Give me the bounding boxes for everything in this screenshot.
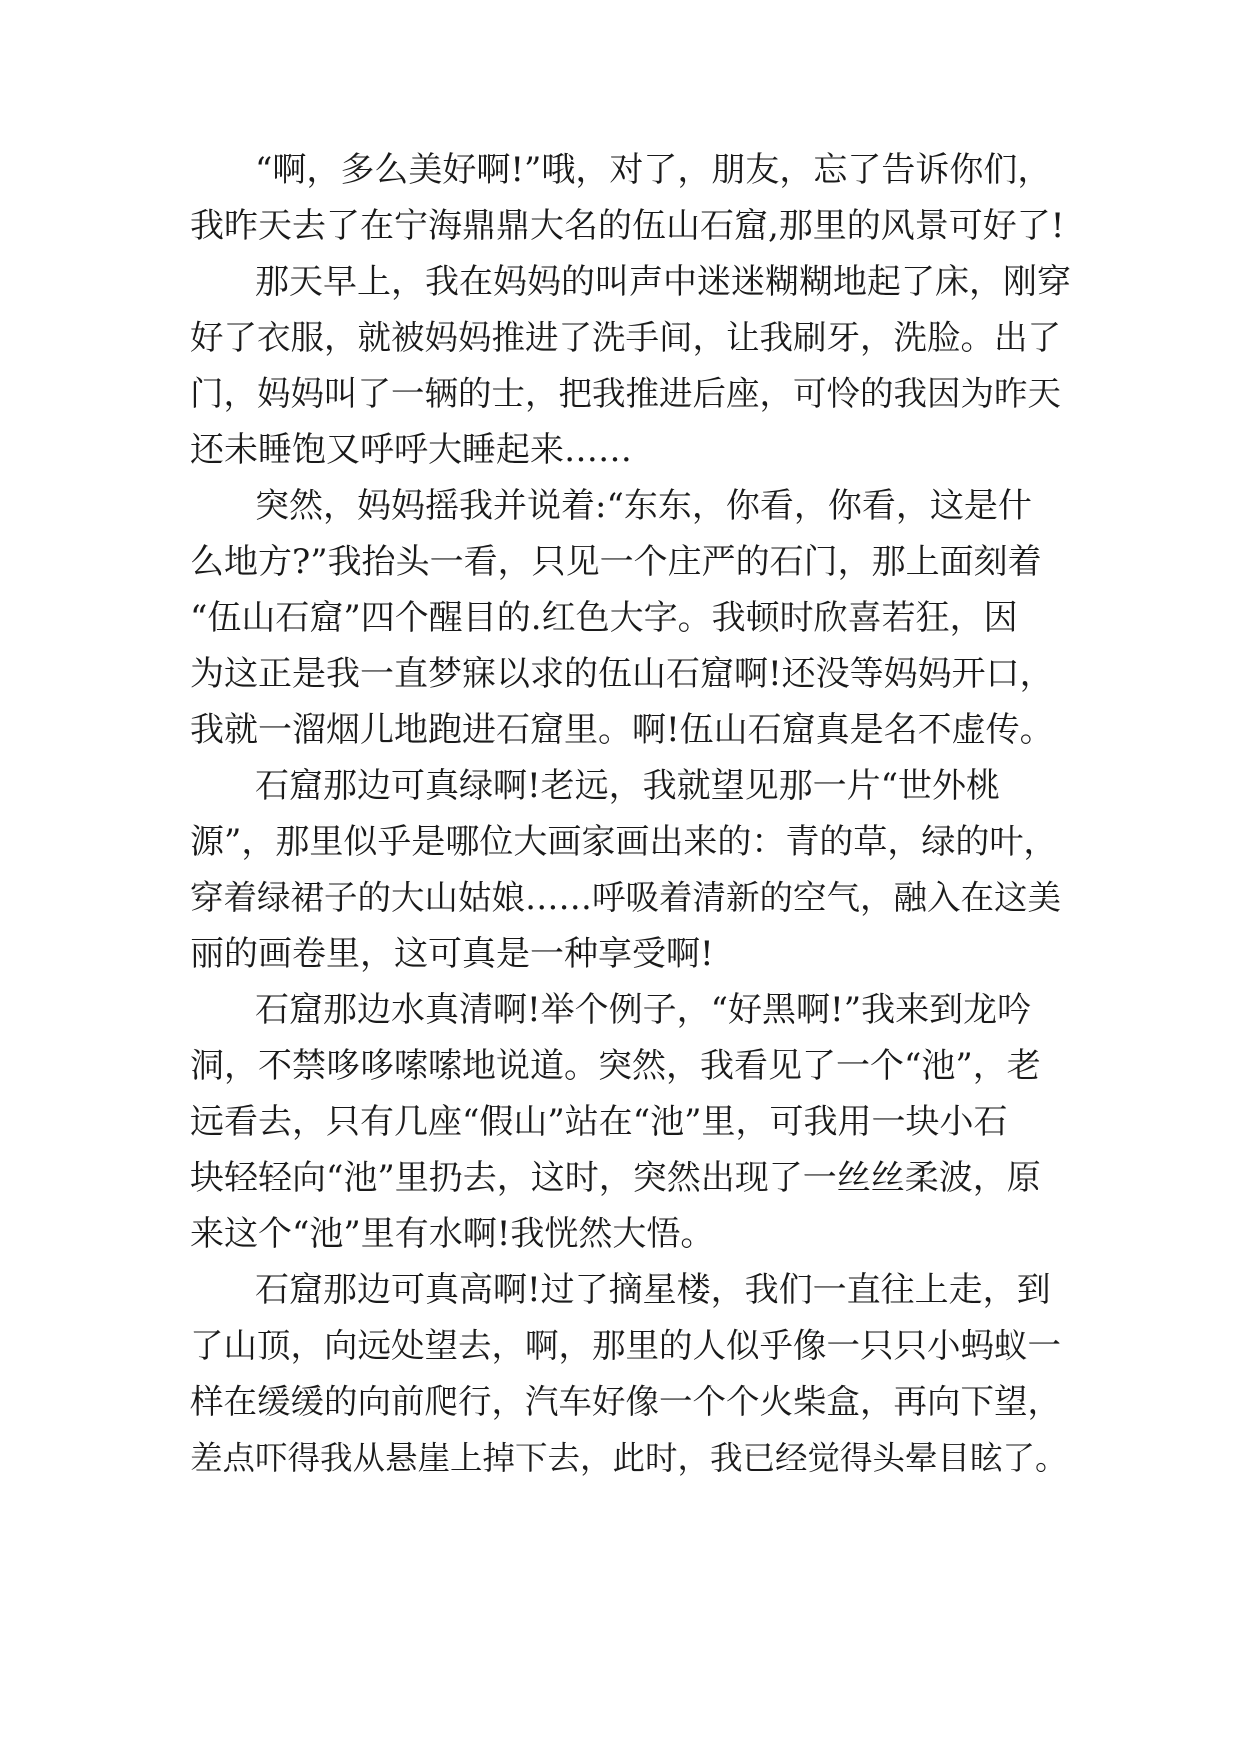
paragraph-6-line-1: 石窟那边可真高啊!过了摘星楼，我们一直往上走，到 [255,1270,1051,1310]
paragraph-4-line-2: 源”，那里似乎是哪位大画家画出来的：青的草，绿的叶， [190,822,1058,862]
paragraph-3-line-1: 突然，妈妈摇我并说着:“东东，你看，你看，这是什 [255,486,1032,526]
paragraph-5-line-1: 石窟那边水真清啊!举个例子，“好黑啊!”我来到龙吟 [255,990,1032,1030]
paragraph-3-line-5: 我就一溜烟儿地跑进石窟里。啊!伍山石窟真是名不虚传。 [190,710,1054,750]
paragraph-6-line-3: 样在缓缓的向前爬行，汽车好像一个个火柴盒，再向下望， [190,1382,1061,1421]
paragraph-2-line-1: 那天早上，我在妈妈的叫声中迷迷糊糊地起了床，刚穿 [255,262,1071,302]
paragraph-3-line-2: 么地方?”我抬头一看，只见一个庄严的石门，那上面刻着 [190,542,1042,582]
paragraph-2-line-4: 还未睡饱又呼呼大睡起来…… [190,430,632,470]
paragraph-4-line-1: 石窟那边可真绿啊!老远，我就望见那一片“世外桃 [255,766,1001,806]
paragraph-4-line-4: 丽的画卷里，这可真是一种享受啊! [190,934,714,974]
paragraph-2-line-2: 好了衣服，就被妈妈推进了洗手间，让我刷牙，洗脸。出了 [190,318,1061,357]
paragraph-5-line-2: 洞，不禁哆哆嗦嗦地说道。突然，我看见了一个“池”，老 [190,1046,1041,1086]
paragraph-3-line-4: 为这正是我一直梦寐以求的伍山石窟啊!还没等妈妈开口， [190,654,1054,694]
paragraph-5-line-4: 块轻轻向“池”里扔去，这时，突然出现了一丝丝柔波，原 [190,1158,1041,1198]
paragraph-1-line-1: “啊，多么美好啊!”哦，对了，朋友，忘了告诉你们， [255,150,1052,190]
paragraph-6-line-2: 了山顶，向远处望去，啊，那里的人似乎像一只只小蚂蚁一 [190,1326,1061,1365]
paragraph-2-line-3: 门，妈妈叫了一辆的士，把我推进后座，可怜的我因为昨天 [190,374,1061,413]
paragraph-5-line-3: 远看去，只有几座“假山”站在“池”里，可我用一块小石 [190,1102,1008,1142]
paragraph-3-line-3: “伍山石窟”四个醒目的.红色大字。我顿时欣喜若狂，因 [190,598,1018,638]
paragraph-5-line-5: 来这个“池”里有水啊!我恍然大悟。 [190,1214,715,1254]
paragraph-6-line-4: 差点吓得我从悬崖上掉下去，此时，我已经觉得头晕目眩了。 [190,1439,1068,1477]
paragraph-4-line-3: 穿着绿裙子的大山姑娘……呼吸着清新的空气，融入在这美 [190,878,1061,917]
paragraph-1-line-2: 我昨天去了在宁海鼎鼎大名的伍山石窟,那里的风景可好了! [190,206,1065,246]
